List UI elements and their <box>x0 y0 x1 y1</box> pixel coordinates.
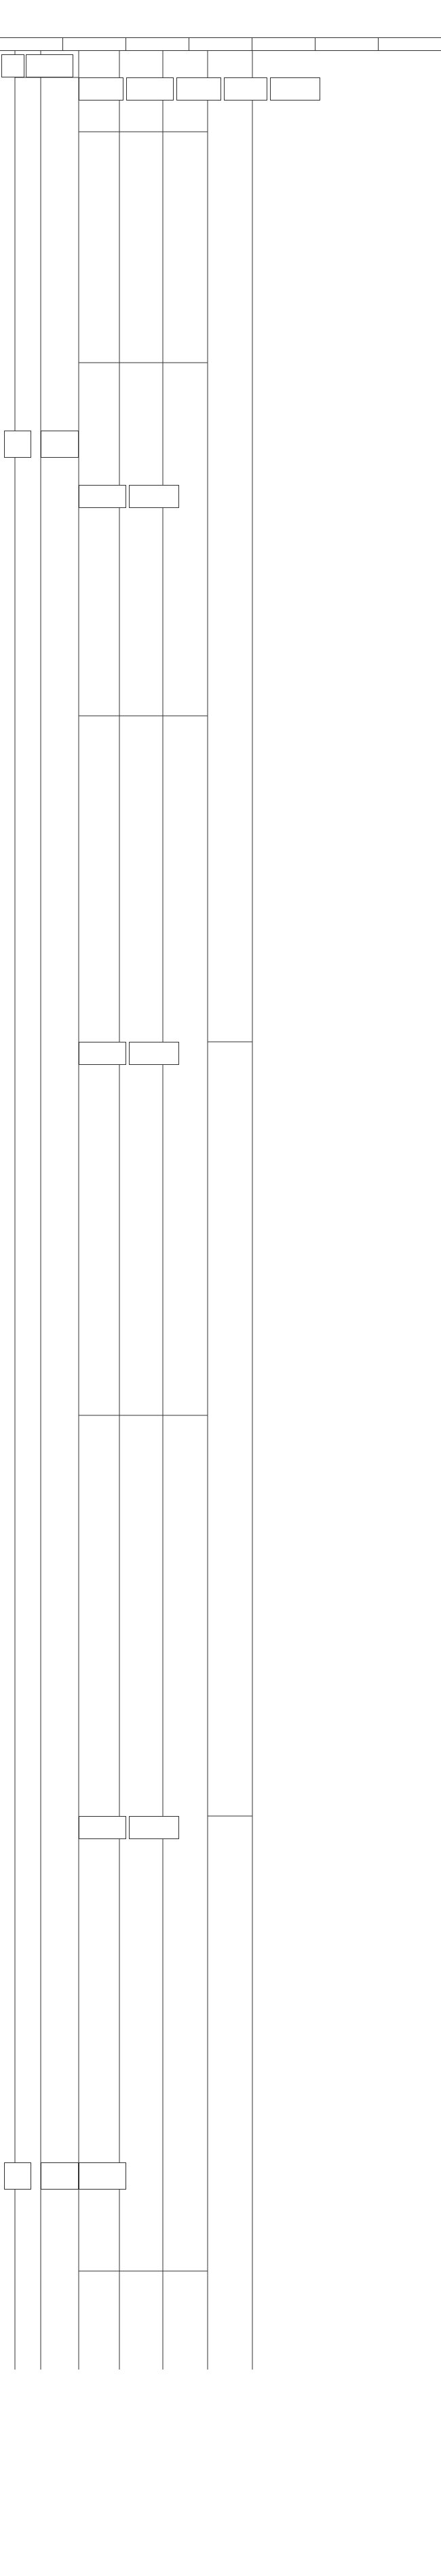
tree-node <box>129 485 179 508</box>
tree-node <box>79 485 126 508</box>
generation-marker <box>1 390 28 403</box>
tree-node <box>129 1816 179 1839</box>
tree-node <box>41 2162 79 2190</box>
column-header <box>63 38 126 50</box>
tree-node <box>176 77 221 101</box>
page-header <box>0 4 441 10</box>
tree-node <box>79 1042 126 1065</box>
column-header <box>189 38 252 50</box>
family-tree <box>0 50 441 2370</box>
tree-node <box>1 54 24 77</box>
column-header <box>252 38 315 50</box>
tree-node <box>4 2162 31 2190</box>
tree-node <box>129 1042 179 1065</box>
tree-node <box>79 2162 126 2190</box>
column-header <box>0 38 63 50</box>
tree-connector-lines <box>0 50 441 2370</box>
tree-node <box>41 431 79 458</box>
tree-node <box>126 77 174 101</box>
generation-marker <box>1 2128 42 2141</box>
tree-node <box>79 1816 126 1839</box>
tree-node <box>4 431 31 458</box>
column-header <box>126 38 189 50</box>
legend <box>5 2376 436 2382</box>
column-header-row <box>0 37 441 51</box>
column-header <box>315 38 379 50</box>
column-header <box>379 38 441 50</box>
tree-node <box>270 77 320 101</box>
tree-node <box>224 77 267 101</box>
tree-node <box>26 54 73 77</box>
tree-node <box>79 77 123 101</box>
